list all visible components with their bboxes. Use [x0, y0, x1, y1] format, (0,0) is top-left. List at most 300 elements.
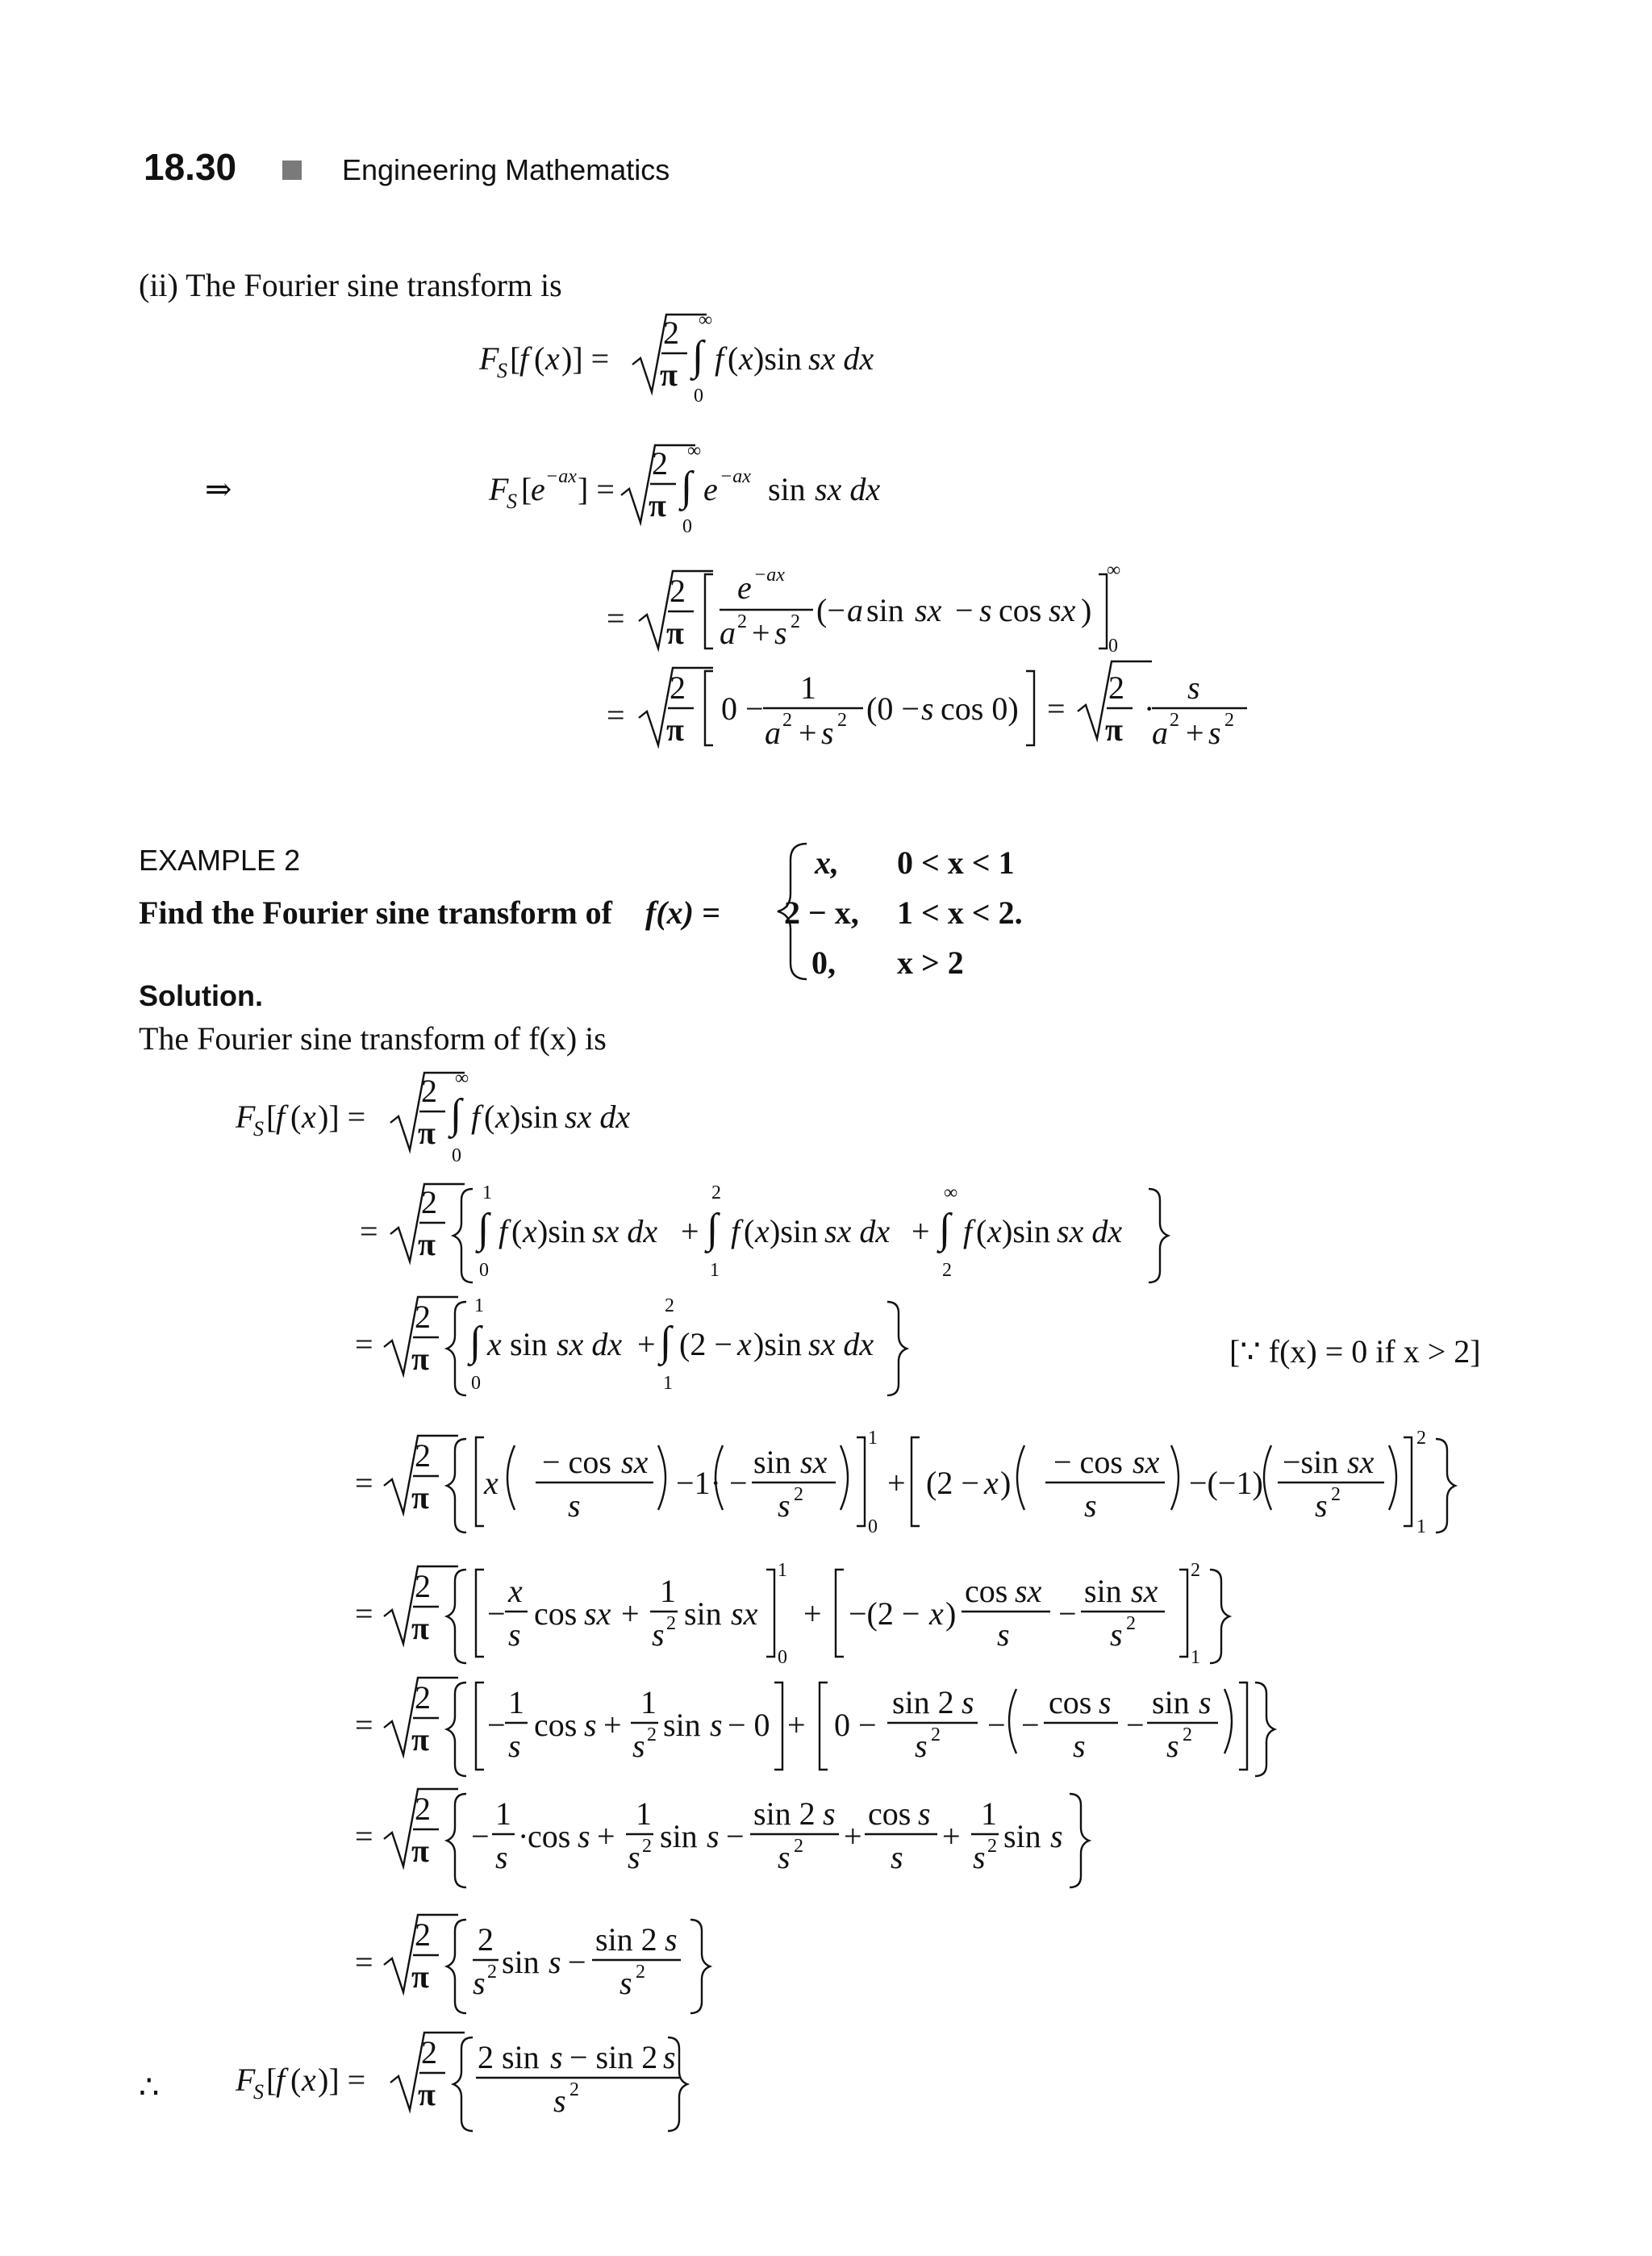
solution-label: Solution. — [139, 979, 263, 1012]
svg-text:s: s — [774, 615, 787, 651]
svg-text:∫: ∫ — [707, 1206, 719, 1252]
svg-text:F: F — [489, 471, 509, 507]
svg-text:π: π — [411, 1958, 429, 1995]
svg-text:π: π — [418, 2076, 436, 2112]
svg-text:a: a — [847, 592, 863, 628]
svg-text:S: S — [253, 2080, 264, 2104]
svg-text:(0 −: (0 − — [866, 690, 920, 727]
svg-text:sx: sx — [1347, 1444, 1375, 1480]
svg-text:F: F — [236, 1099, 256, 1135]
svg-text:2: 2 — [1224, 710, 1234, 731]
svg-text:x: x — [302, 2062, 316, 2098]
svg-text:2: 2 — [569, 2079, 579, 2100]
svg-text:1: 1 — [474, 1295, 484, 1316]
svg-text:s: s — [508, 1616, 521, 1653]
solution-intro: The Fourier sine transform of f(x) is — [139, 1020, 607, 1057]
svg-text:1: 1 — [508, 1684, 524, 1720]
eq-ii-substitute — [205, 440, 880, 537]
svg-text:2: 2 — [942, 1260, 952, 1281]
svg-text:[: [ — [266, 2062, 277, 2098]
eq-sol-limits — [355, 1678, 1274, 1776]
svg-text:x: x — [545, 340, 560, 377]
svg-text:(: ( — [290, 1099, 302, 1135]
svg-text:−ax: −ax — [720, 466, 751, 487]
svg-text:1: 1 — [710, 1260, 720, 1281]
svg-text:x: x — [739, 340, 753, 377]
svg-text:1: 1 — [636, 1795, 652, 1832]
svg-text:S: S — [497, 359, 507, 382]
svg-text:sin: sin — [510, 1326, 548, 1362]
svg-text:s: s — [921, 690, 934, 727]
svg-text:a: a — [1152, 715, 1168, 751]
svg-text:e: e — [737, 569, 752, 606]
svg-text:(: ( — [511, 1213, 523, 1249]
svg-text:sx dx: sx dx — [824, 1213, 891, 1249]
svg-text:π: π — [649, 487, 666, 523]
svg-text:s: s — [550, 2039, 563, 2075]
svg-text:x: x — [755, 1213, 770, 1249]
svg-text:s: s — [473, 1965, 486, 2001]
svg-text:2: 2 — [415, 1791, 431, 1827]
svg-text:s: s — [652, 1616, 665, 1653]
svg-text:−(2 −: −(2 − — [849, 1595, 920, 1632]
svg-text:2: 2 — [670, 669, 686, 706]
svg-text:x: x — [508, 1573, 523, 1609]
svg-text:∫: ∫ — [692, 333, 704, 379]
svg-text:sx: sx — [1049, 592, 1076, 628]
svg-text:s: s — [584, 1707, 597, 1743]
svg-text:s: s — [665, 1921, 678, 1958]
svg-text:s: s — [549, 1944, 561, 1980]
svg-text:=: = — [355, 1465, 373, 1501]
svg-text:π: π — [411, 1721, 429, 1758]
svg-text:1: 1 — [482, 1182, 492, 1203]
svg-text:): ) — [1081, 592, 1092, 628]
svg-text:π: π — [418, 1115, 436, 1151]
svg-text:x: x — [487, 1326, 502, 1362]
svg-text:s: s — [997, 1616, 1010, 1653]
svg-text:∞: ∞ — [455, 1068, 469, 1089]
svg-text:π: π — [411, 1833, 429, 1869]
svg-text:2: 2 — [670, 573, 686, 609]
svg-text:1: 1 — [1416, 1516, 1426, 1537]
svg-text:−ax: −ax — [545, 466, 577, 487]
eq-sol-pieces — [355, 1295, 907, 1395]
svg-text:0: 0 — [452, 1145, 461, 1166]
svg-text:∫: ∫ — [939, 1206, 951, 1252]
svg-text:cos: cos — [534, 1707, 578, 1743]
eq-ii-result — [607, 661, 1247, 751]
svg-text:F: F — [479, 340, 499, 377]
svg-text:sin 2: sin 2 — [595, 1921, 657, 1958]
eq-sol-final — [235, 2033, 687, 2131]
svg-text:−ax: −ax — [753, 565, 785, 586]
svg-text:−: − — [726, 1818, 745, 1854]
svg-text:)] =: )] = — [561, 340, 610, 377]
svg-text:2 sin: 2 sin — [478, 2039, 540, 2075]
svg-text:=: = — [607, 697, 625, 733]
svg-text:s: s — [1315, 1487, 1328, 1524]
svg-text:∞: ∞ — [944, 1182, 958, 1203]
case-3-cond: x > 2 — [897, 945, 964, 981]
svg-text:−: − — [471, 1818, 490, 1854]
svg-text:2: 2 — [794, 1484, 803, 1505]
svg-text:f: f — [276, 1099, 286, 1135]
svg-text:cos: cos — [534, 1595, 578, 1632]
svg-text:0: 0 — [682, 516, 692, 537]
svg-text:s: s — [710, 1707, 723, 1743]
eq-sol-split — [360, 1182, 1168, 1282]
example-function: f(x) = — [645, 894, 720, 931]
svg-text:s: s — [973, 1839, 986, 1875]
svg-text:π: π — [411, 1479, 429, 1516]
svg-text:2: 2 — [665, 1295, 674, 1316]
svg-text:s: s — [495, 1839, 508, 1875]
svg-text:sx: sx — [1131, 1573, 1158, 1609]
eq-sol-definition — [235, 1068, 630, 1166]
svg-text:0 −: 0 − — [834, 1707, 877, 1743]
svg-text:s: s — [778, 1487, 791, 1524]
svg-text:− sin 2: − sin 2 — [569, 2039, 658, 2075]
svg-text:+: + — [942, 1818, 961, 1854]
svg-text:s: s — [778, 1839, 791, 1875]
svg-text:2: 2 — [666, 1613, 676, 1634]
svg-text:f: f — [519, 340, 529, 377]
svg-text:∫: ∫ — [478, 1206, 490, 1252]
svg-text:=: = — [1047, 690, 1066, 727]
eq-sol-expanded — [355, 1789, 1089, 1887]
svg-text:1: 1 — [800, 669, 816, 706]
svg-text:1: 1 — [640, 1684, 657, 1720]
svg-text:sin: sin — [768, 471, 806, 507]
svg-text:s: s — [1084, 1487, 1097, 1524]
svg-text:0: 0 — [471, 1373, 481, 1394]
svg-text:∞: ∞ — [699, 310, 713, 331]
page-number: 18.30 — [144, 146, 237, 188]
svg-text:+: + — [621, 1595, 640, 1632]
eq-sol-by-parts — [355, 1428, 1455, 1537]
svg-text:[: [ — [266, 1099, 277, 1135]
svg-text:1: 1 — [1191, 1647, 1200, 1668]
svg-text:x: x — [929, 1595, 944, 1632]
svg-text:2: 2 — [737, 611, 747, 632]
svg-text:cos: cos — [999, 592, 1042, 628]
svg-text:a: a — [720, 615, 736, 651]
part-ii-intro: (ii) The Fourier sine transform is — [139, 267, 562, 303]
svg-text:s: s — [1110, 1616, 1123, 1653]
svg-text:+: + — [799, 715, 817, 751]
svg-text:sx: sx — [800, 1444, 828, 1480]
svg-text:+: + — [681, 1213, 699, 1249]
svg-text:sx dx: sx dx — [808, 1326, 874, 1362]
svg-text:)sin: )sin — [770, 1213, 818, 1249]
svg-text:f: f — [731, 1213, 740, 1249]
svg-text:2: 2 — [415, 1679, 431, 1716]
svg-text:−: − — [1058, 1595, 1077, 1632]
svg-text:s: s — [1073, 1728, 1086, 1764]
svg-text:sin: sin — [1152, 1684, 1190, 1720]
svg-text:): ) — [945, 1595, 957, 1632]
svg-text:a: a — [765, 715, 781, 751]
svg-text:sx dx: sx dx — [557, 1326, 623, 1362]
svg-text:s: s — [962, 1684, 974, 1720]
svg-text:s: s — [578, 1818, 590, 1854]
svg-text:sx: sx — [731, 1595, 758, 1632]
svg-text:2: 2 — [421, 1184, 437, 1220]
svg-text:s: s — [1050, 1818, 1063, 1854]
svg-text:2: 2 — [636, 1962, 645, 1983]
svg-text:s: s — [823, 1795, 836, 1832]
svg-text:2: 2 — [663, 315, 679, 351]
svg-text:x: x — [737, 1326, 752, 1362]
svg-text:sin: sin — [663, 1707, 701, 1743]
svg-text:2: 2 — [987, 1836, 997, 1857]
svg-text:f: f — [471, 1099, 481, 1135]
svg-text:2: 2 — [1416, 1428, 1426, 1449]
svg-text:2: 2 — [1170, 710, 1179, 731]
svg-text:−: − — [729, 1465, 748, 1501]
svg-text:)sin: )sin — [510, 1099, 558, 1135]
svg-text:π: π — [666, 615, 684, 651]
svg-text:2: 2 — [794, 1836, 803, 1857]
svg-text:+: + — [637, 1326, 656, 1362]
svg-text:π: π — [411, 1610, 429, 1646]
svg-text:1: 1 — [778, 1560, 787, 1581]
svg-text:2: 2 — [652, 445, 668, 482]
svg-text:+: + — [1186, 715, 1204, 751]
svg-text:1: 1 — [868, 1428, 878, 1449]
svg-text:2: 2 — [415, 1299, 431, 1335]
example-prompt: Find the Fourier sine transform of — [139, 894, 612, 931]
case-1-cond: 0 < x < 1 — [897, 844, 1015, 881]
svg-text:(2 −: (2 − — [926, 1465, 979, 1501]
svg-text:sin: sin — [866, 592, 904, 628]
svg-text:0 −: 0 − — [721, 690, 764, 727]
svg-text:2: 2 — [421, 1073, 437, 1109]
svg-text:sin: sin — [1084, 1573, 1122, 1609]
svg-text:sx: sx — [915, 592, 942, 628]
svg-text:=: = — [355, 1595, 373, 1632]
svg-text:2: 2 — [487, 1962, 497, 1983]
svg-text:cos 0): cos 0) — [941, 690, 1019, 727]
svg-text:−: − — [1021, 1707, 1040, 1743]
svg-text:cos: cos — [528, 1818, 571, 1854]
svg-text:sin 2: sin 2 — [753, 1795, 816, 1832]
case-2-expr: 2 − x, — [784, 894, 859, 931]
case-3-expr: 0, — [811, 945, 836, 981]
svg-text:∫: ∫ — [450, 1091, 462, 1137]
svg-text:sx: sx — [621, 1444, 649, 1480]
svg-text:s: s — [707, 1818, 720, 1854]
svg-text:): ) — [1000, 1465, 1012, 1501]
svg-text:s: s — [553, 2083, 566, 2119]
case-2-cond: 1 < x < 2. — [897, 894, 1023, 931]
svg-text:π: π — [411, 1341, 429, 1377]
svg-text:s: s — [918, 1795, 931, 1832]
svg-text:−: − — [955, 592, 974, 628]
svg-text:− cos: − cos — [542, 1444, 611, 1480]
svg-text:sx dx: sx dx — [808, 340, 874, 377]
svg-text:2: 2 — [421, 2034, 437, 2070]
svg-text:−: − — [487, 1707, 506, 1743]
svg-text:cos: cos — [1049, 1684, 1092, 1720]
svg-text:x: x — [484, 1465, 499, 1501]
svg-text:−1·: −1· — [676, 1465, 721, 1501]
svg-text:2: 2 — [1191, 1560, 1200, 1581]
svg-text:=: = — [607, 600, 625, 636]
svg-text:cos: cos — [868, 1795, 912, 1832]
svg-text:s: s — [1199, 1684, 1212, 1720]
svg-text:+: + — [803, 1595, 822, 1632]
svg-text:(: ( — [484, 1099, 495, 1135]
svg-text:x: x — [987, 1213, 1002, 1249]
svg-text:∫: ∫ — [660, 1319, 672, 1365]
svg-text:sx dx: sx dx — [815, 471, 881, 507]
svg-text:sx: sx — [1133, 1444, 1160, 1480]
svg-text:sin: sin — [684, 1595, 722, 1632]
svg-text:cos: cos — [965, 1573, 1008, 1609]
svg-text:+: + — [912, 1213, 930, 1249]
svg-text:0: 0 — [479, 1260, 489, 1281]
svg-text:2: 2 — [415, 1568, 431, 1604]
svg-text:π: π — [660, 357, 678, 393]
svg-text:−(−1): −(−1) — [1189, 1465, 1263, 1501]
svg-text:s: s — [821, 715, 834, 751]
svg-text:0: 0 — [868, 1516, 878, 1537]
svg-text:F: F — [236, 2062, 256, 2098]
svg-text:(−: (− — [816, 592, 845, 628]
svg-text:)sin: )sin — [753, 1326, 802, 1362]
svg-text:[: [ — [521, 471, 532, 507]
cases-brace — [778, 844, 807, 979]
svg-text:1: 1 — [495, 1795, 511, 1832]
svg-text:2: 2 — [1126, 1613, 1136, 1634]
svg-text:2: 2 — [415, 1437, 431, 1474]
svg-text:·: · — [1144, 690, 1155, 727]
svg-text:s: s — [1099, 1684, 1112, 1720]
svg-text:2: 2 — [782, 710, 792, 731]
svg-text:] =: ] = — [578, 471, 615, 507]
svg-text:+: + — [597, 1818, 615, 1854]
svg-text:sx dx: sx dx — [565, 1099, 631, 1135]
svg-text:e: e — [531, 471, 545, 507]
svg-text:(: ( — [290, 2062, 302, 2098]
svg-text:2: 2 — [837, 710, 847, 731]
svg-text:=: = — [360, 1213, 378, 1249]
svg-text:∞: ∞ — [687, 440, 702, 461]
svg-text:∞: ∞ — [1107, 560, 1121, 581]
svg-text:x: x — [984, 1465, 999, 1501]
svg-text:−: − — [568, 1944, 586, 1980]
case-1-expr: x, — [815, 844, 839, 881]
svg-text:1: 1 — [663, 1373, 673, 1394]
svg-text:sin: sin — [660, 1818, 698, 1854]
svg-text:s: s — [1166, 1728, 1179, 1764]
svg-text:2: 2 — [642, 1836, 652, 1857]
svg-text:sx: sx — [1015, 1573, 1042, 1609]
svg-text:f: f — [276, 2062, 286, 2098]
svg-text:=: = — [355, 1707, 373, 1743]
svg-text:sx dx: sx dx — [1057, 1213, 1123, 1249]
svg-text:2: 2 — [647, 1724, 657, 1745]
svg-text:s: s — [891, 1839, 903, 1875]
svg-text:(2 −: (2 − — [679, 1326, 732, 1362]
svg-text:2: 2 — [1183, 1724, 1192, 1745]
svg-text:2: 2 — [1331, 1484, 1341, 1505]
example-label: EXAMPLE 2 — [139, 844, 301, 877]
book-title: Engineering Mathematics — [342, 153, 670, 186]
svg-text:2: 2 — [415, 1916, 431, 1953]
svg-text:f: f — [963, 1213, 973, 1249]
svg-text:0: 0 — [694, 386, 703, 407]
svg-text:+: + — [787, 1707, 806, 1743]
svg-text:(: ( — [744, 1213, 755, 1249]
eq-ii-integrated — [607, 560, 1120, 657]
svg-text:sin: sin — [753, 1444, 791, 1480]
svg-text:+: + — [844, 1818, 862, 1854]
svg-text:−sin: −sin — [1283, 1444, 1339, 1480]
svg-text:(: ( — [976, 1213, 987, 1249]
svg-text:s: s — [628, 1839, 640, 1875]
svg-text:s: s — [632, 1728, 645, 1764]
svg-text:+: + — [752, 615, 770, 651]
therefore-symbol: ∴ — [139, 2069, 160, 2105]
svg-text:S: S — [507, 490, 517, 513]
svg-text:s: s — [568, 1487, 581, 1524]
svg-text:+: + — [887, 1465, 906, 1501]
svg-text:x: x — [495, 1099, 510, 1135]
svg-text:π: π — [666, 711, 684, 748]
svg-text:sin 2: sin 2 — [892, 1684, 954, 1720]
svg-text:sin: sin — [1003, 1818, 1041, 1854]
svg-text:2: 2 — [478, 1921, 494, 1958]
svg-text:−: − — [487, 1595, 506, 1632]
svg-text:π: π — [418, 1226, 436, 1262]
svg-text:(: ( — [534, 340, 545, 377]
svg-text:− cos: − cos — [1053, 1444, 1123, 1480]
svg-text:s: s — [915, 1728, 928, 1764]
solution-note: [∵ f(x) = 0 if x > 2] — [1229, 1333, 1481, 1370]
svg-text:e: e — [703, 471, 718, 507]
svg-text:)] =: )] = — [318, 1099, 366, 1135]
svg-text:s: s — [1208, 715, 1221, 751]
svg-text:=: = — [355, 1944, 373, 1980]
svg-text:⇒: ⇒ — [205, 471, 232, 507]
svg-text:s: s — [979, 592, 992, 628]
svg-text:x: x — [523, 1213, 537, 1249]
svg-text:−: − — [1126, 1707, 1145, 1743]
svg-text:2: 2 — [931, 1724, 941, 1745]
svg-text:f: f — [499, 1213, 508, 1249]
svg-text:1: 1 — [981, 1795, 997, 1832]
svg-text:f: f — [715, 340, 724, 377]
svg-text:0: 0 — [1108, 636, 1118, 657]
svg-text:s: s — [508, 1728, 521, 1764]
svg-text:·: · — [518, 1818, 529, 1854]
svg-text:2: 2 — [791, 611, 800, 632]
svg-text:2: 2 — [711, 1182, 721, 1203]
svg-text:− 0: − 0 — [728, 1707, 770, 1743]
svg-text:∫: ∫ — [469, 1319, 482, 1365]
svg-text:−: − — [987, 1707, 1006, 1743]
svg-text:∫: ∫ — [681, 464, 693, 510]
svg-text:(: ( — [728, 340, 739, 377]
eq-sol-simplified — [355, 1560, 1229, 1668]
svg-text:sx dx: sx dx — [592, 1213, 658, 1249]
svg-text:[: [ — [510, 340, 521, 377]
svg-text:=: = — [355, 1326, 373, 1362]
svg-text:2: 2 — [1108, 669, 1124, 706]
